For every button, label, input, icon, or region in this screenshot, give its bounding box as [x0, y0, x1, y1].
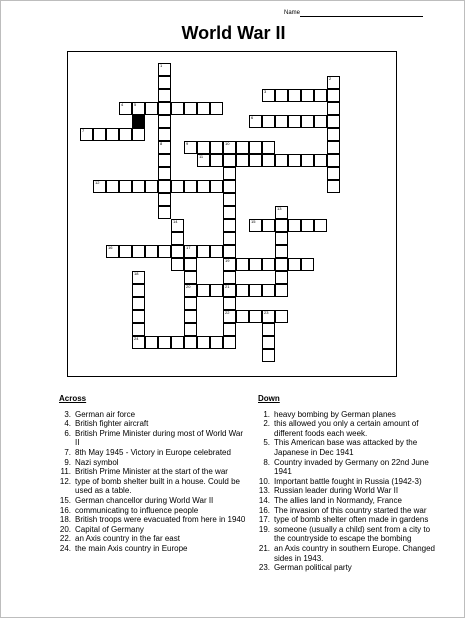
clue-number: 11. — [60, 467, 71, 477]
clue-number: 12. — [59, 476, 71, 486]
crossword-cell[interactable] — [171, 232, 184, 245]
cell-number: 24 — [134, 336, 139, 341]
crossword-cell[interactable] — [288, 219, 301, 232]
across-clue — [49, 410, 249, 420]
crossword-cell[interactable] — [301, 115, 314, 128]
crossword-cell[interactable] — [184, 245, 197, 258]
crossword-cell[interactable] — [184, 271, 197, 284]
clue-number: 5. — [263, 438, 270, 448]
crossword-cell[interactable] — [223, 323, 236, 336]
clue-number: 4. — [64, 419, 71, 429]
crossword-cell[interactable] — [327, 115, 340, 128]
crossword-cell[interactable] — [249, 154, 262, 167]
crossword-cell[interactable] — [197, 141, 210, 154]
cell-number: 11 — [199, 154, 204, 159]
crossword-cell[interactable] — [197, 102, 210, 115]
clue-text: The allies land in Normandy, France — [274, 495, 402, 505]
crossword-cell[interactable] — [197, 336, 210, 349]
crossword-cell[interactable] — [262, 310, 275, 323]
crossword-cell[interactable] — [132, 245, 145, 258]
crossword-cell[interactable] — [223, 297, 236, 310]
crossword-cell[interactable] — [223, 258, 236, 271]
crossword-cell[interactable] — [327, 89, 340, 102]
across-clue — [49, 458, 249, 468]
crossword-cell[interactable] — [106, 180, 119, 193]
clue-number: 8. — [263, 457, 270, 467]
crossword-cell[interactable] — [262, 141, 275, 154]
clue-number: 10. — [258, 476, 270, 486]
clue-text: This American base was attacked by the Japanese in Dec 1941 — [274, 438, 418, 457]
clue-text: communicating to influence people — [75, 505, 199, 515]
crossword-cell[interactable] — [327, 102, 340, 115]
crossword-cell[interactable] — [249, 310, 262, 323]
across-clue — [49, 544, 249, 554]
crossword-cell[interactable] — [145, 336, 158, 349]
crossword-cell[interactable] — [275, 232, 288, 245]
crossword-cell[interactable] — [132, 323, 145, 336]
crossword-cell[interactable] — [210, 284, 223, 297]
crossword-cell[interactable] — [158, 245, 171, 258]
across-list — [49, 410, 249, 554]
crossword-cell[interactable] — [171, 102, 184, 115]
crossword-cell[interactable] — [80, 128, 93, 141]
across-clue — [49, 429, 249, 448]
clue-number: 9. — [64, 457, 71, 467]
across-clue — [49, 419, 249, 429]
crossword-cell[interactable] — [327, 167, 340, 180]
down-clue — [248, 486, 443, 496]
cell-number: 7 — [82, 128, 85, 133]
crossword-cell[interactable] — [275, 115, 288, 128]
clue-number: 16. — [59, 505, 71, 515]
crossword-cell[interactable] — [327, 141, 340, 154]
crossword-cell[interactable] — [262, 89, 275, 102]
crossword-cell[interactable] — [223, 232, 236, 245]
clue-number: 16. — [258, 505, 270, 515]
crossword-cell[interactable] — [119, 245, 132, 258]
crossword-cell[interactable] — [262, 115, 275, 128]
crossword-cell[interactable] — [223, 284, 236, 297]
cell-number: 6 — [251, 115, 254, 120]
crossword-cell[interactable] — [158, 128, 171, 141]
crossword-cell[interactable] — [145, 102, 158, 115]
down-clue — [248, 515, 443, 525]
crossword-cell[interactable] — [275, 245, 288, 258]
crossword-cell[interactable] — [275, 154, 288, 167]
across-clues — [49, 394, 249, 554]
crossword-cell[interactable] — [158, 154, 171, 167]
crossword-cell[interactable] — [275, 271, 288, 284]
clue-text: British Prime Minister during most of World War II — [75, 428, 244, 448]
crossword-cell[interactable] — [262, 336, 275, 349]
crossword-cell[interactable] — [314, 219, 327, 232]
crossword-cell[interactable] — [197, 180, 210, 193]
clue-number: 19. — [258, 524, 270, 534]
crossword-cell[interactable] — [184, 258, 197, 271]
clue-text: Important battle fought in Russia (1942-3) — [274, 476, 422, 486]
cell-number: 1 — [160, 63, 163, 68]
crossword-cell[interactable] — [132, 284, 145, 297]
clue-text: 8th May 1945 - Victory in Europe celebrated — [75, 447, 231, 457]
clue-text: this allowed you only a certain amount of different foods each week. — [274, 419, 419, 438]
clue-text: British troops were evacuated from here in 1940 — [75, 515, 246, 525]
clue-number: 15. — [59, 495, 71, 505]
cell-number: 18 — [134, 271, 139, 276]
name-line — [300, 16, 423, 17]
down-clue — [248, 410, 443, 420]
down-clue — [248, 419, 443, 438]
crossword-cell[interactable] — [288, 115, 301, 128]
down-clue — [248, 477, 443, 487]
crossword-cell[interactable] — [158, 336, 171, 349]
clue-text: an Axis country in southern Europe. Changed sides in 1943. — [274, 543, 435, 563]
crossword-cell[interactable] — [262, 284, 275, 297]
cell-number: 19 — [225, 258, 230, 263]
crossword-cell[interactable] — [145, 180, 158, 193]
crossword-cell[interactable] — [210, 154, 223, 167]
crossword-cell[interactable] — [158, 206, 171, 219]
crossword-block — [132, 115, 145, 128]
clue-text: type of bomb shelter often made in gardens — [274, 515, 429, 525]
crossword-cell[interactable] — [132, 271, 145, 284]
clue-number: 22. — [59, 534, 71, 544]
crossword-cell[interactable] — [223, 271, 236, 284]
crossword-cell[interactable] — [301, 219, 314, 232]
across-clue — [49, 477, 249, 496]
crossword-cell[interactable] — [249, 284, 262, 297]
crossword-cell[interactable] — [223, 206, 236, 219]
clue-text: British fighter aircraft — [75, 419, 149, 429]
crossword-cell[interactable] — [275, 206, 288, 219]
crossword-cell[interactable] — [210, 180, 223, 193]
clue-number: 17. — [258, 515, 270, 525]
crossword-cell[interactable] — [158, 180, 171, 193]
crossword-cell[interactable] — [210, 102, 223, 115]
crossword-cell[interactable] — [236, 258, 249, 271]
cell-number: 16 — [108, 245, 113, 250]
clue-text: Capital of Germany — [75, 524, 144, 534]
crossword-cell[interactable] — [301, 258, 314, 271]
cell-number: 12 — [95, 180, 100, 185]
clue-number: 7. — [64, 447, 71, 457]
clue-number: 18. — [59, 515, 71, 525]
clue-text: German chancellor during World War II — [75, 495, 214, 505]
crossword-cell[interactable] — [132, 180, 145, 193]
clue-number: 14. — [258, 495, 270, 505]
crossword-cell[interactable] — [132, 102, 145, 115]
crossword-cell[interactable] — [223, 154, 236, 167]
cell-number: 15 — [251, 219, 256, 224]
clue-number: 2. — [263, 419, 270, 429]
crossword-cell[interactable] — [249, 115, 262, 128]
crossword-cell[interactable] — [223, 310, 236, 323]
clue-text: German political party — [274, 563, 352, 573]
crossword-cell[interactable] — [301, 89, 314, 102]
across-clue — [49, 515, 249, 525]
cell-number: 14 — [173, 219, 178, 224]
down-clues — [248, 394, 443, 573]
across-clue — [49, 525, 249, 535]
cell-number: 5 — [134, 102, 137, 107]
crossword-cell[interactable] — [249, 141, 262, 154]
clue-number: 20. — [59, 524, 71, 534]
crossword-cell[interactable] — [184, 141, 197, 154]
crossword-cell[interactable] — [288, 258, 301, 271]
crossword-cell[interactable] — [158, 141, 171, 154]
crossword-cell[interactable] — [184, 336, 197, 349]
down-clue — [248, 525, 443, 544]
crossword-cell[interactable] — [327, 76, 340, 89]
crossword-cell[interactable] — [145, 245, 158, 258]
cell-number: 13 — [277, 206, 282, 211]
crossword-cell[interactable] — [236, 310, 249, 323]
crossword-cell[interactable] — [119, 128, 132, 141]
crossword-cell[interactable] — [262, 154, 275, 167]
clue-number: 21. — [258, 543, 270, 553]
crossword-cell[interactable] — [275, 310, 288, 323]
crossword-cell[interactable] — [327, 154, 340, 167]
crossword-cell[interactable] — [132, 310, 145, 323]
crossword-cell[interactable] — [171, 336, 184, 349]
crossword-cell[interactable] — [223, 141, 236, 154]
crossword-cell[interactable] — [184, 297, 197, 310]
across-clue — [49, 448, 249, 458]
name-label: Name — [284, 10, 301, 16]
crossword-cell[interactable] — [327, 128, 340, 141]
clue-text: British Prime Minister at the start of the war — [75, 467, 228, 477]
crossword-cell[interactable] — [262, 323, 275, 336]
crossword-cell[interactable] — [262, 349, 275, 362]
crossword-cell[interactable] — [236, 154, 249, 167]
cell-number: 21 — [225, 284, 230, 289]
clue-text: an Axis country in the far east — [75, 534, 180, 544]
crossword-cell[interactable] — [314, 89, 327, 102]
crossword-cell[interactable] — [275, 219, 288, 232]
crossword-cell[interactable] — [158, 102, 171, 115]
crossword-cell[interactable] — [171, 180, 184, 193]
crossword-cell[interactable] — [132, 128, 145, 141]
clue-number: 3. — [64, 409, 71, 419]
crossword-cell[interactable] — [262, 219, 275, 232]
cell-number: 2 — [329, 76, 332, 81]
clue-number: 1. — [263, 409, 270, 419]
across-heading: Across — [59, 394, 87, 403]
crossword-cell[interactable] — [119, 180, 132, 193]
crossword-cell[interactable] — [171, 258, 184, 271]
across-clue — [49, 467, 249, 477]
crossword-cell[interactable] — [158, 193, 171, 206]
clue-text: heavy bombing by German planes — [274, 409, 396, 419]
crossword-cell[interactable] — [262, 258, 275, 271]
crossword-cell[interactable] — [184, 310, 197, 323]
crossword-cell[interactable] — [314, 115, 327, 128]
crossword-cell[interactable] — [223, 245, 236, 258]
cell-number: 22 — [225, 310, 230, 315]
crossword-cell[interactable] — [223, 219, 236, 232]
cell-number: 17 — [186, 245, 191, 250]
across-clue — [49, 506, 249, 516]
crossword-cell[interactable] — [223, 336, 236, 349]
crossword-cell[interactable] — [197, 154, 210, 167]
cell-number: 20 — [186, 284, 191, 289]
crossword-cell[interactable] — [184, 102, 197, 115]
crossword-cell[interactable] — [210, 141, 223, 154]
cell-number: 4 — [121, 102, 124, 107]
cell-number: 10 — [225, 141, 230, 146]
clue-number: 13. — [258, 486, 270, 496]
down-clue — [248, 458, 443, 477]
clue-number: 6. — [64, 428, 71, 438]
clue-number: 24. — [59, 543, 71, 553]
crossword-cell[interactable] — [119, 102, 132, 115]
clue-text: The invasion of this country started the war — [274, 505, 427, 515]
crossword-cell[interactable] — [106, 128, 119, 141]
clue-number: 23. — [258, 563, 270, 573]
crossword-cell[interactable] — [288, 89, 301, 102]
crossword-cell[interactable] — [301, 154, 314, 167]
crossword-cell[interactable] — [171, 219, 184, 232]
cell-number: 8 — [160, 141, 163, 146]
clue-text: Country invaded by Germany on 22nd June 1941 — [274, 457, 429, 477]
crossword-cell[interactable] — [197, 245, 210, 258]
crossword-cell[interactable] — [93, 128, 106, 141]
crossword-cell[interactable] — [275, 284, 288, 297]
crossword-cell[interactable] — [223, 180, 236, 193]
crossword-cell[interactable] — [184, 323, 197, 336]
down-heading: Down — [258, 394, 280, 403]
page-title: World War II — [181, 23, 286, 43]
cell-number: 23 — [264, 310, 269, 315]
crossword-cell[interactable] — [249, 258, 262, 271]
down-clue — [248, 496, 443, 506]
cell-number: 3 — [264, 89, 267, 94]
down-clue — [248, 544, 443, 563]
clue-text: Russian leader during World War II — [274, 486, 399, 496]
crossword-cell[interactable] — [171, 245, 184, 258]
cell-number: 9 — [186, 141, 189, 146]
crossword-cell[interactable] — [275, 258, 288, 271]
crossword-cell[interactable] — [327, 180, 340, 193]
crossword-cell[interactable] — [236, 141, 249, 154]
crossword-cell[interactable] — [288, 154, 301, 167]
down-clue — [248, 563, 443, 573]
down-clue — [248, 438, 443, 457]
crossword-cell[interactable] — [236, 284, 249, 297]
clue-text: type of bomb shelter built in a house. Could be used as a table. — [75, 476, 240, 496]
crossword-cell[interactable] — [210, 336, 223, 349]
across-clue — [49, 496, 249, 506]
clue-text: German air force — [75, 409, 136, 419]
crossword-cell[interactable] — [158, 89, 171, 102]
crossword-cell[interactable] — [184, 180, 197, 193]
crossword-cell[interactable] — [197, 284, 210, 297]
crossword-cell[interactable] — [249, 219, 262, 232]
down-clue — [248, 506, 443, 516]
crossword-cell[interactable] — [158, 167, 171, 180]
crossword-cell[interactable] — [158, 76, 171, 89]
across-clue — [49, 534, 249, 544]
crossword-cell[interactable] — [93, 180, 106, 193]
clue-text: the main Axis country in Europe — [75, 543, 188, 553]
crossword-cell[interactable] — [223, 167, 236, 180]
clue-text: Nazi symbol — [75, 457, 119, 467]
crossword-cell[interactable] — [132, 297, 145, 310]
crossword-cell[interactable] — [184, 284, 197, 297]
crossword-cell[interactable] — [132, 336, 145, 349]
crossword-cell[interactable] — [106, 245, 119, 258]
clue-text: someone (usually a child) sent from a city to the countryside to escape the bombing — [274, 524, 431, 544]
crossword-cell[interactable] — [158, 115, 171, 128]
crossword-cell[interactable] — [223, 193, 236, 206]
crossword-cell[interactable] — [275, 89, 288, 102]
crossword-cell[interactable] — [158, 63, 171, 76]
crossword-cell[interactable] — [314, 154, 327, 167]
crossword-cell[interactable] — [210, 245, 223, 258]
down-list — [248, 410, 443, 573]
